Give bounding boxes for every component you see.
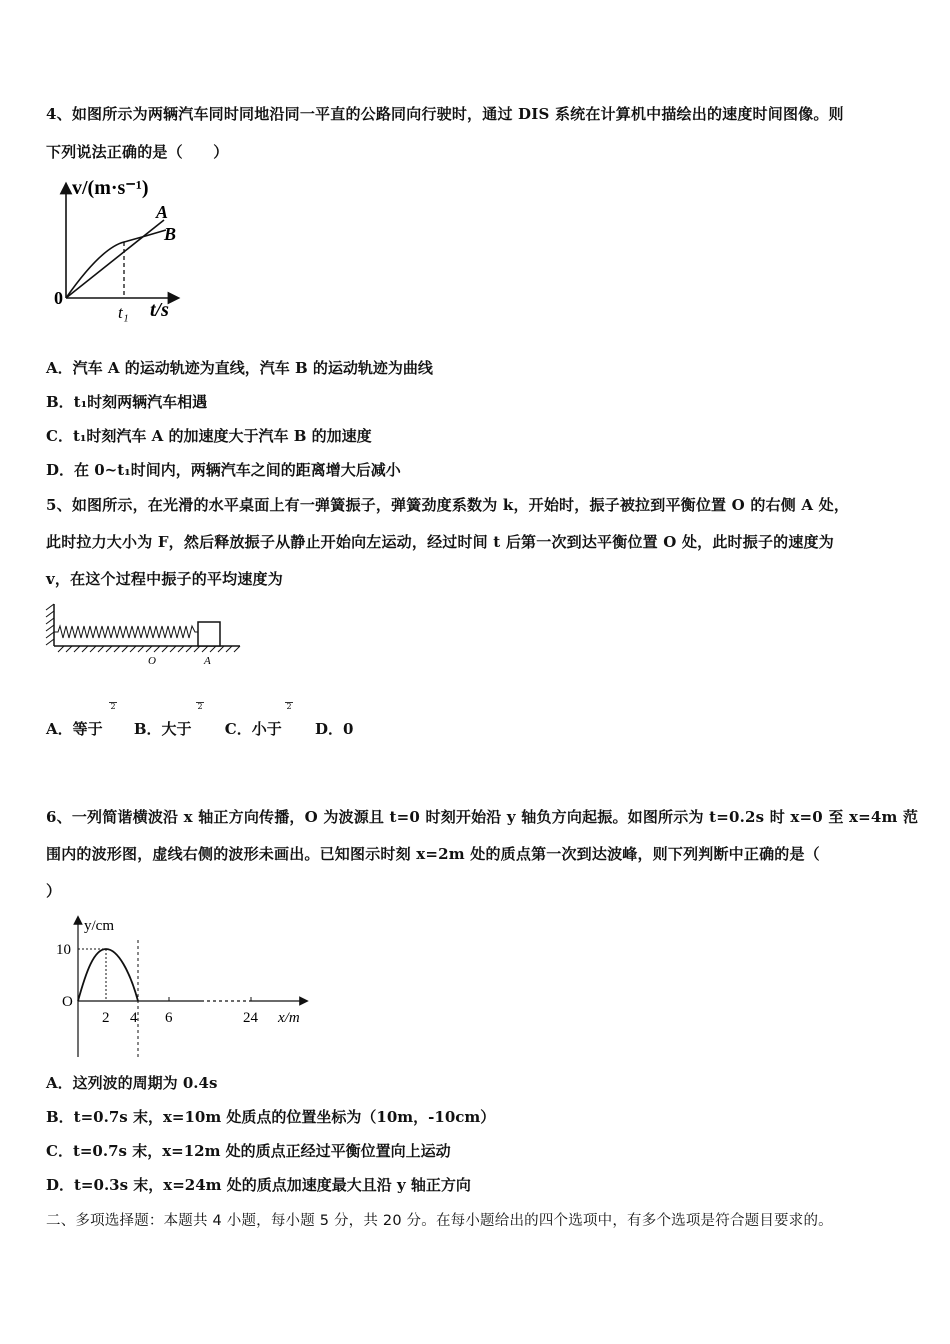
wall-hatching (46, 604, 54, 645)
x-axis-label: x/m (278, 1010, 300, 1026)
origin-label: 0 (54, 288, 63, 308)
q5-stem-line2: 此时拉力大小为 F，然后释放振子从静止开始向左运动，经过时间 t 后第一次到达平衡位置 O 处，此时振子的速度为 (46, 533, 834, 551)
q6-stem-line1: 6、一列简谐横波沿 x 轴正方向传播，O 为波源且 t=0 时刻开始沿 y 轴负方向起振。如图所示为 t=0.2s 时 x=0 至 x=4m 范 (46, 808, 919, 826)
q5-stem-line1: 5、如图所示，在光滑的水平桌面上有一弹簧振子，弹簧劲度系数为 k，开始时，振子被拉到平衡位置 O 的右侧 A 处， (46, 496, 850, 514)
q5-option-c: C．小于 (224, 720, 282, 738)
origin-label: O (62, 994, 73, 1010)
label-o: O (148, 655, 156, 667)
spring (54, 626, 198, 638)
floor-hatching (58, 646, 240, 652)
curve-b-line (66, 230, 166, 298)
q6-option-d: D．t=0.3s 末，x=24m 处的质点加速度最大且沿 y 轴正方向 (46, 1176, 471, 1194)
curve-a-label: A (156, 202, 169, 222)
q4-option-b: B．t₁时刻两辆汽车相遇 (46, 393, 208, 411)
y-axis-label: y/cm (84, 918, 114, 934)
waveform-curve (78, 949, 138, 1001)
x-axis-label: t/s (150, 299, 169, 321)
x-tick-24: 24 (243, 1010, 258, 1026)
q6-option-a: A．这列波的周期为 0.4s (46, 1074, 218, 1092)
q6-option-b: B．t=0.7s 末，x=10m 处质点的位置坐标为（10m，-10cm） (46, 1108, 496, 1126)
y-tick-10: 10 (56, 942, 71, 958)
q5-option-a: A．等于 (46, 720, 103, 738)
q4-velocity-time-graph (46, 170, 196, 330)
q5-fraction-a: 2 (108, 694, 118, 711)
q6-stem-line3: ） (46, 882, 62, 900)
q5-stem-line3: v，在这个过程中振子的平均速度为 (46, 570, 283, 588)
q5-spring-oscillator-figure (42, 598, 247, 670)
q5-fraction-c: 2 (284, 694, 294, 711)
label-a: A (204, 655, 211, 667)
q4-stem-line1: 4、如图所示为两辆汽车同时同地沿同一平直的公路同向行驶时，通过 DIS 系统在计算机中描绘出的速度时间图像。则 (46, 105, 844, 123)
q4-option-c: C．t₁时刻汽车 A 的加速度大于汽车 B 的加速度 (46, 427, 372, 445)
q5-option-d: D．0 (314, 720, 354, 738)
q4-option-d: D．在 0~t₁时间内，两辆汽车之间的距离增大后减小 (46, 461, 401, 479)
curve-b-label: B (164, 224, 177, 244)
y-axis-label: v/(m·s⁻¹) (72, 177, 149, 199)
oscillator-block (198, 622, 220, 646)
q5-option-b: B．大于 (133, 720, 192, 738)
q6-stem-line2: 围内的波形图，虚线右侧的波形未画出。已知图示时刻 x=2m 处的质点第一次到达波峰，则下列判断中正确的是（ (46, 845, 820, 863)
q6-wave-graph (46, 912, 316, 1062)
curve-a-line (66, 220, 164, 298)
section2-heading: 二、多项选择题：本题共 4 小题，每小题 5 分，共 20 分。在每小题给出的四个选项中，有多个选项是符合题目要求的。 (46, 1213, 833, 1229)
x-tick-4: 4 (130, 1010, 138, 1026)
q5-fraction-b: 2 (195, 694, 205, 711)
q4-stem-line2: 下列说法正确的是（ ） (46, 143, 229, 161)
q6-option-c: C．t=0.7s 末，x=12m 处的质点正经过平衡位置向上运动 (46, 1142, 451, 1160)
x-tick-6: 6 (165, 1010, 173, 1026)
x-tick-2: 2 (102, 1010, 110, 1026)
q4-option-a: A．汽车 A 的运动轨迹为直线，汽车 B 的运动轨迹为曲线 (46, 359, 433, 377)
q5-options-row (46, 718, 353, 739)
t1-label: t₁ (118, 303, 129, 322)
